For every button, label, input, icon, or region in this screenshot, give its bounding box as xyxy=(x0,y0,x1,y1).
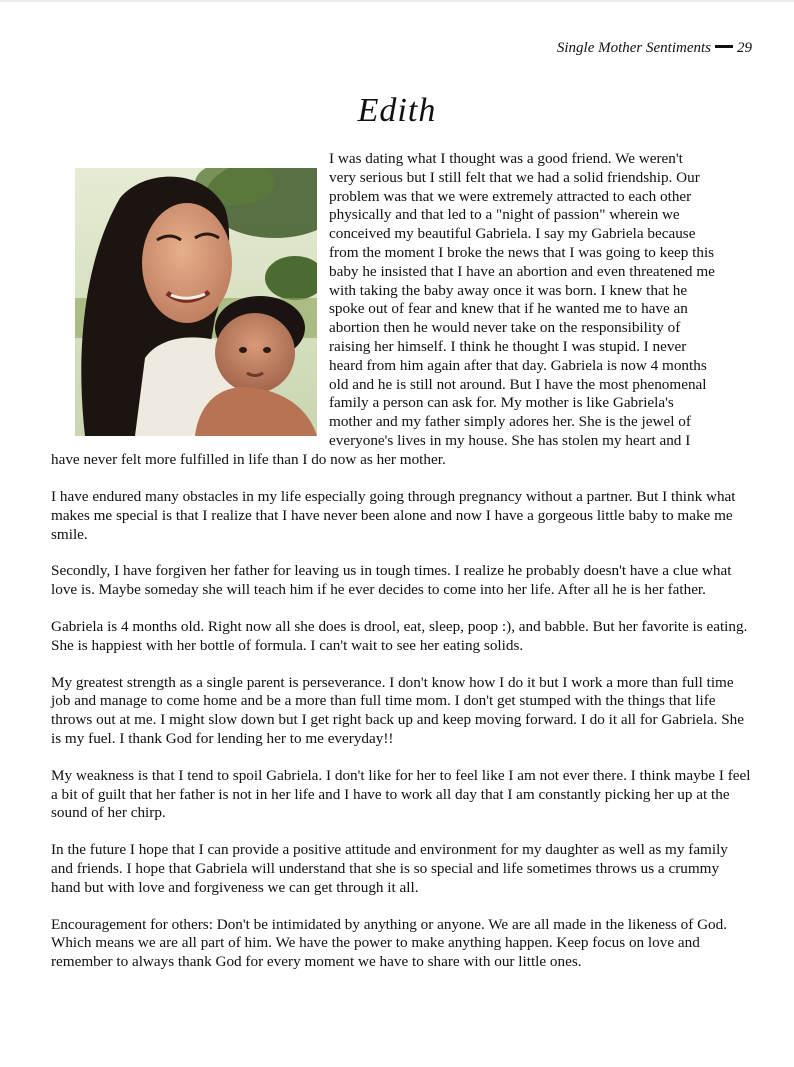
intro-line: conceived my beautiful Gabriela. I say my Gabriela because xyxy=(329,225,696,243)
intro-line: mother and my father simply adores her. She is the jewel of xyxy=(329,413,691,431)
paragraph-strength: My greatest strength as a single parent is perseverance. I don't know how I do it but I work a more than full time job and manage to come home and be a more than full time mom. I don't get stumped with the things that life throws out at me. I might slow down but I get right back up and keep moving forward. I do it all for Gabriela. She is my fuel. I thank God for lending her to me everyday!! xyxy=(51,673,744,747)
intro-line: with taking the baby away once it was born. I knew that he xyxy=(329,281,688,299)
running-title: Single Mother Sentiments xyxy=(556,40,711,56)
intro-line-full-width: have never felt more fulfilled in life than I do now as her mother. xyxy=(51,451,446,468)
intro-line: heard from him again after that day. Gabriela is now 4 months xyxy=(329,356,707,374)
top-rule xyxy=(0,0,794,2)
intro-line: raising her himself. I think he thought I was stupid. I never xyxy=(329,337,687,355)
page-number: 29 xyxy=(737,40,752,56)
em-dash xyxy=(715,45,733,48)
paragraph-weakness: My weakness is that I tend to spoil Gabriela. I don't like for her to feel like I am not ever there. I think maybe I feel a bit of guilt that her father is not in her life and I have to work all day that I am constantly picking her up at the sound of her chirp. xyxy=(51,766,751,822)
intro-line: family a person can ask for. My mother is like Gabriela's xyxy=(329,394,674,412)
mother-and-baby-photo xyxy=(75,168,317,436)
paragraph-future: In the future I hope that I can provide a positive attitude and environment for my daughter as well as my family and friends. I hope that Gabriela will understand that she is so special and life sometimes throws us a crummy hand but with love and forgiveness we can get through it all. xyxy=(51,841,728,896)
paragraph-forgiveness: Secondly, I have forgiven her father for leaving us in tough times. I realize he probably doesn't have a clue what love is. Maybe someday she will teach him if he ever decides to come into her life. After all he is her father. xyxy=(51,562,732,599)
intro-line: spoke out of fear and knew that if he wanted me to have an xyxy=(329,300,688,318)
intro-paragraph xyxy=(329,150,749,451)
intro-line: old and he is still not around. But I have the most phenomenal xyxy=(329,375,707,393)
intro-line: I was dating what I thought was a good friend. We weren't xyxy=(329,150,683,167)
paragraph-encouragement: Encouragement for others: Don't be intimidated by anything or anyone. We are all made in the likeness of God. Which means we are all part of him. We have the power to make anything happen. Keep focus on love and remember to always thank God for every moment we have to share with our little ones. xyxy=(51,915,728,971)
intro-line: problem was that we were extremely attracted to each other xyxy=(329,187,692,205)
intro-line: everyone's lives in my house. She has stolen my heart and I xyxy=(329,431,691,449)
intro-line: abortion then he would never take on the responsibility of xyxy=(329,319,681,337)
paragraph-gabriela-age: Gabriela is 4 months old. Right now all she does is drool, eat, sleep, poop :), and babble. But her favorite is eating. She is happiest with her bottle of formula. I can't wait to see her eating solids. xyxy=(51,617,748,654)
intro-line: physically and that led to a "night of passion" wherein we xyxy=(329,206,680,224)
page-title: Edith xyxy=(357,92,437,129)
paragraph-obstacles: I have endured many obstacles in my life especially going through pregnancy without a partner. But I think what makes me special is that I realize that I have never been alone and now I have a gorgeous little baby to make me smile. xyxy=(51,488,736,543)
intro-line: baby he insisted that I have an abortion and even threatened me xyxy=(329,262,715,280)
intro-line: very serious but I still felt that we had a solid friendship. Our xyxy=(329,168,700,186)
intro-line: from the moment I broke the news that I was going to keep this xyxy=(329,243,715,261)
body-text xyxy=(51,488,751,990)
running-header xyxy=(557,40,752,57)
